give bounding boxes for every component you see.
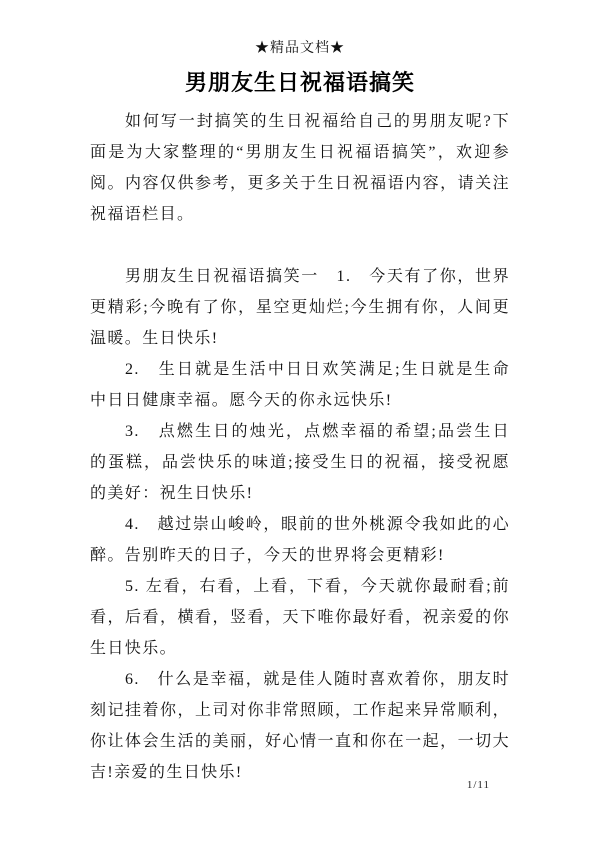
paragraph: 3. 点燃生日的烛光，点燃幸福的希望;品尝生日的蛋糕，品尝快乐的味道;接受生日的祝福，接受祝愿的美好：祝生日快乐! bbox=[90, 423, 510, 502]
paragraph bbox=[90, 230, 510, 261]
paragraph: 4. 越过崇山峻岭，眼前的世外桃源令我如此的心醉。告别昨天的日子，今天的世界将会更精彩! bbox=[90, 516, 510, 564]
page-title: 男朋友生日祝福语搞笑 bbox=[184, 70, 415, 95]
paragraph: 男朋友生日祝福语搞笑一 1. 今天有了你，世界更精彩;今晚有了你，星空更灿烂;今生拥有你，人间更温暖。生日快乐! bbox=[90, 268, 510, 347]
paragraph: 6. 什么是幸福，就是佳人随时喜欢着你，朋友时刻记挂着你，上司对你非常照顾，工作起来异常顺利，你让体会生活的美丽，好心情一直和你在一起，一切大吉!亲爱的生日快乐! bbox=[90, 671, 510, 781]
page-number-indicator: 1/11 bbox=[466, 779, 490, 791]
paragraph: 如何写一封搞笑的生日祝福给自己的男朋友呢?下面是为大家整理的“男朋友生日祝福语搞笑”，欢迎参阅。内容仅供参考，更多关于生日祝福语内容，请关注祝福语栏目。 bbox=[90, 113, 510, 223]
paragraph: 2. 生日就是生活中日日欢笑满足;生日就是生命中日日健康幸福。愿今天的你永远快乐! bbox=[90, 361, 510, 409]
paragraph: 5. 左看，右看，上看，下看，今天就你最耐看;前看，后看，横看，竖看，天下唯你最好看，祝亲爱的你生日快乐。 bbox=[90, 578, 510, 657]
document-header-marker: ★精品文档★ bbox=[255, 41, 345, 56]
document-body bbox=[90, 106, 510, 788]
